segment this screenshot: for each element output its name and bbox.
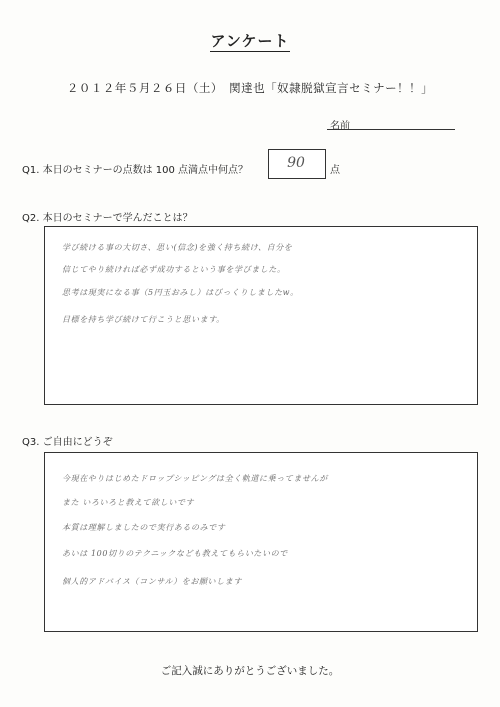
q1-label: Q1. 本日のセミナーの点数は 100 点満点中何点？ xyxy=(22,165,249,176)
q3-answer-line: 今現在やりはじめたドロップシッピングは全く軌道に乗ってませんが xyxy=(62,474,328,483)
closing-thanks: ご記入誠にありがとうございました。 xyxy=(160,665,340,677)
event-subtitle: ２０１２年５月２６日（土） 関達也「奴隷脱獄宣言セミナー！！」 xyxy=(66,81,434,95)
q3-answer-line: あいは 100切りのテクニックなども教えてもらいたいので xyxy=(62,549,288,558)
name-label: 名前 xyxy=(330,121,350,132)
page-title: アンケート xyxy=(210,32,290,50)
q3-answer-line: また いろいろと教えて欲しいです xyxy=(62,498,195,507)
q2-answer-line: 学び続ける事の大切さ、思い(信念)を強く持ち続け、自分を xyxy=(62,243,293,252)
q1-score-value: 90 xyxy=(287,155,305,171)
q2-answer-line: 思考は現実になる事（5円玉おみし）はびっくりしましたw。 xyxy=(62,288,299,297)
q2-label: Q2. 本日のセミナーで学んだことは？ xyxy=(22,213,193,224)
q2-answer-line: 目標を持ち学び続けて行こうと思います。 xyxy=(62,315,225,324)
q3-label: Q3. ご自由にどうぞ xyxy=(22,437,113,448)
name-field-line xyxy=(327,129,455,130)
q2-answer-line: 信じてやり続ければ必ず成功するという事を学びました。 xyxy=(62,265,286,274)
q1-unit: 点 xyxy=(330,165,340,176)
q3-answer-line: 本質は理解しましたので実行あるのみです xyxy=(62,523,226,532)
q3-answer-line: 個人的アドバイス（コンサル）をお願いします xyxy=(62,577,242,586)
